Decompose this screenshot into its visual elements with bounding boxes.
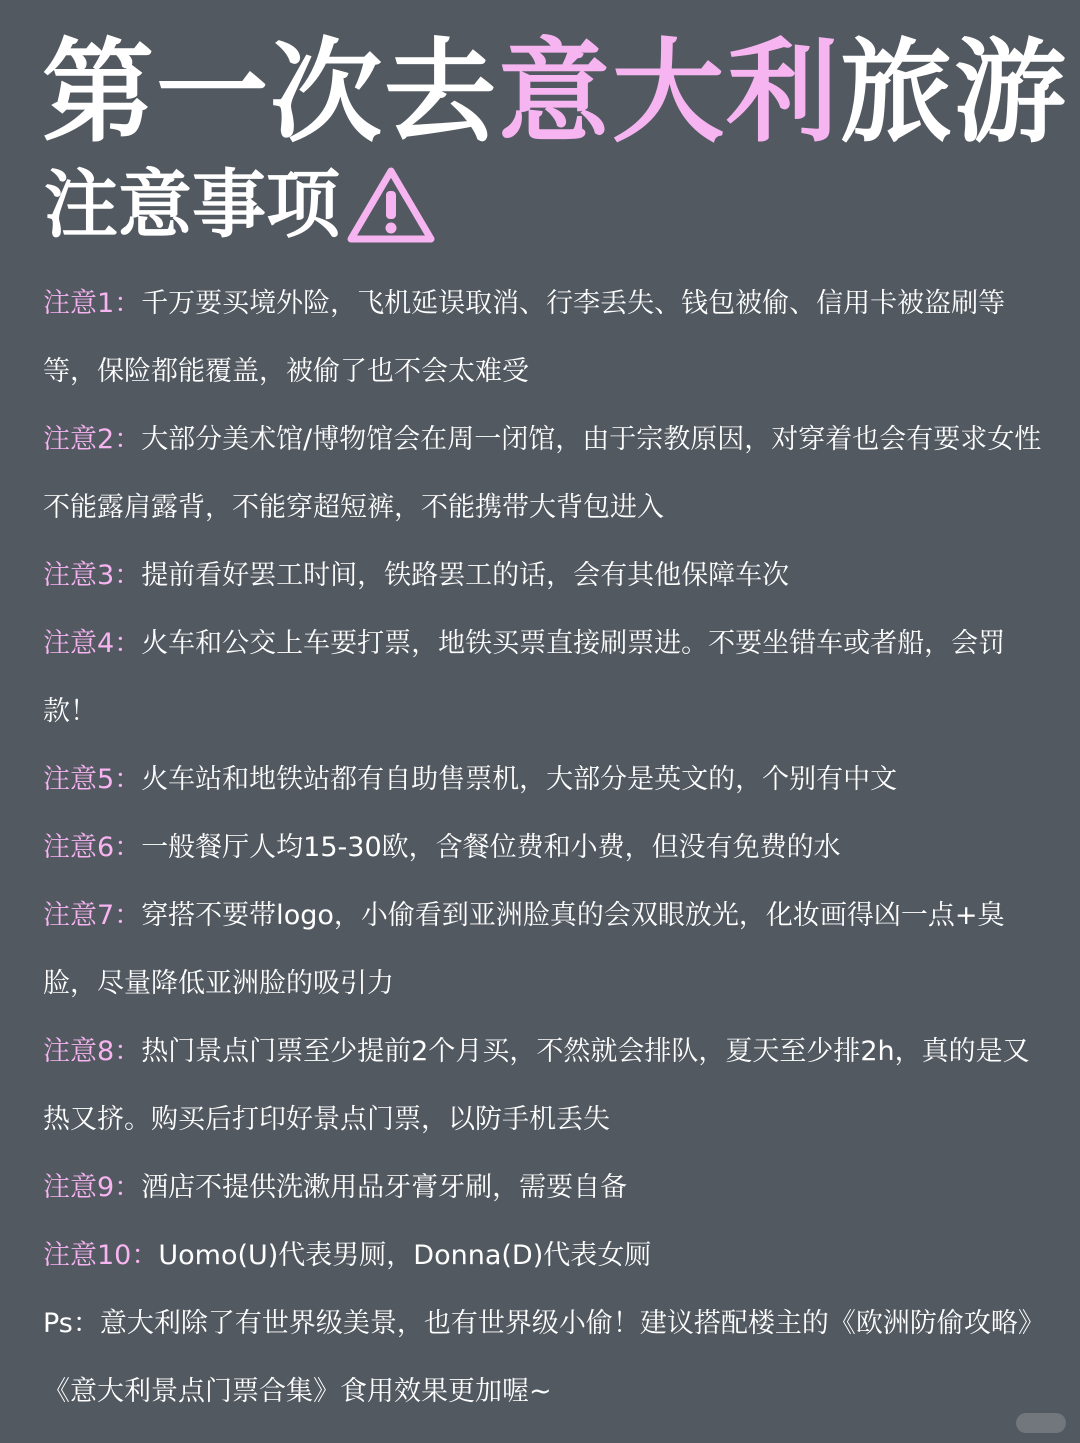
note-text: 一般餐厅人均15-30欧，含餐位费和小费，但没有免费的水 [141, 832, 841, 863]
note-text: 大部分美术馆/博物馆会在周一闭馆，由于宗教原因，对穿着也会有要求女性不能露肩露背，不能穿超短裤，不能携带大背包进入 [43, 424, 1042, 523]
note-label: 注意3： [43, 560, 142, 591]
note-9 [43, 1154, 1043, 1222]
note-5 [43, 746, 1043, 814]
watermark-logo [1016, 1413, 1066, 1433]
note-2 [43, 406, 1043, 542]
title-part1: 第一次去 [42, 28, 498, 158]
note-label: 注意7： [43, 900, 142, 931]
note-label: 注意8： [43, 1036, 142, 1067]
note-6 [43, 814, 1043, 882]
subtitle-text: 注意事项 [44, 162, 340, 248]
note-7 [43, 882, 1043, 1018]
note-text: 酒店不提供洗漱用品牙膏牙刷，需要自备 [141, 1172, 628, 1203]
note-text: 穿搭不要带logo，小偷看到亚洲脸真的会双眼放光，化妆画得凶一点+臭脸，尽量降低亚洲脸的吸引力 [43, 900, 1005, 999]
note-8 [43, 1018, 1043, 1154]
ps-text: 意大利除了有世界级美景，也有世界级小偷！建议搭配楼主的《欧洲防偷攻略》《意大利景点门票合集》食用效果更加喔~ [43, 1308, 1032, 1407]
note-label: 注意9： [43, 1172, 142, 1203]
page-subtitle [44, 160, 436, 250]
note-label: 注意4： [43, 628, 142, 659]
note-label: 注意1： [43, 288, 142, 319]
title-highlight: 意大利 [498, 28, 840, 158]
note-text: Uomo(U)代表男厕，Donna(D)代表女厕 [158, 1240, 652, 1271]
note-label: 注意10： [43, 1240, 159, 1271]
warning-triangle-icon [346, 165, 436, 245]
note-1 [43, 270, 1043, 406]
note-label: 注意5： [43, 764, 142, 795]
title-part2: 旅游 [840, 28, 1068, 158]
note-4 [43, 610, 1043, 746]
note-3 [43, 542, 1043, 610]
note-text: 火车和公交上车要打票，地铁买票直接刷票进。不要坐错车或者船，会罚款！ [43, 628, 1006, 727]
ps-label: Ps： [43, 1308, 100, 1339]
ps-note [43, 1290, 1043, 1426]
note-text: 提前看好罢工时间，铁路罢工的话，会有其他保障车次 [141, 560, 790, 591]
note-label: 注意6： [43, 832, 142, 863]
note-label: 注意2： [43, 424, 142, 455]
note-10 [43, 1222, 1043, 1290]
note-text: 火车站和地铁站都有自助售票机，大部分是英文的，个别有中文 [141, 764, 898, 795]
notes-list [43, 270, 1043, 1426]
page-title [42, 30, 1068, 156]
note-text: 千万要买境外险，飞机延误取消、行李丢失、钱包被偷、信用卡被盗刷等等，保险都能覆盖，被偷了也不会太难受 [43, 288, 1006, 387]
note-text: 热门景点门票至少提前2个月买，不然就会排队，夏天至少排2h，真的是又热又挤。购买后打印好景点门票，以防手机丢失 [43, 1036, 1030, 1135]
